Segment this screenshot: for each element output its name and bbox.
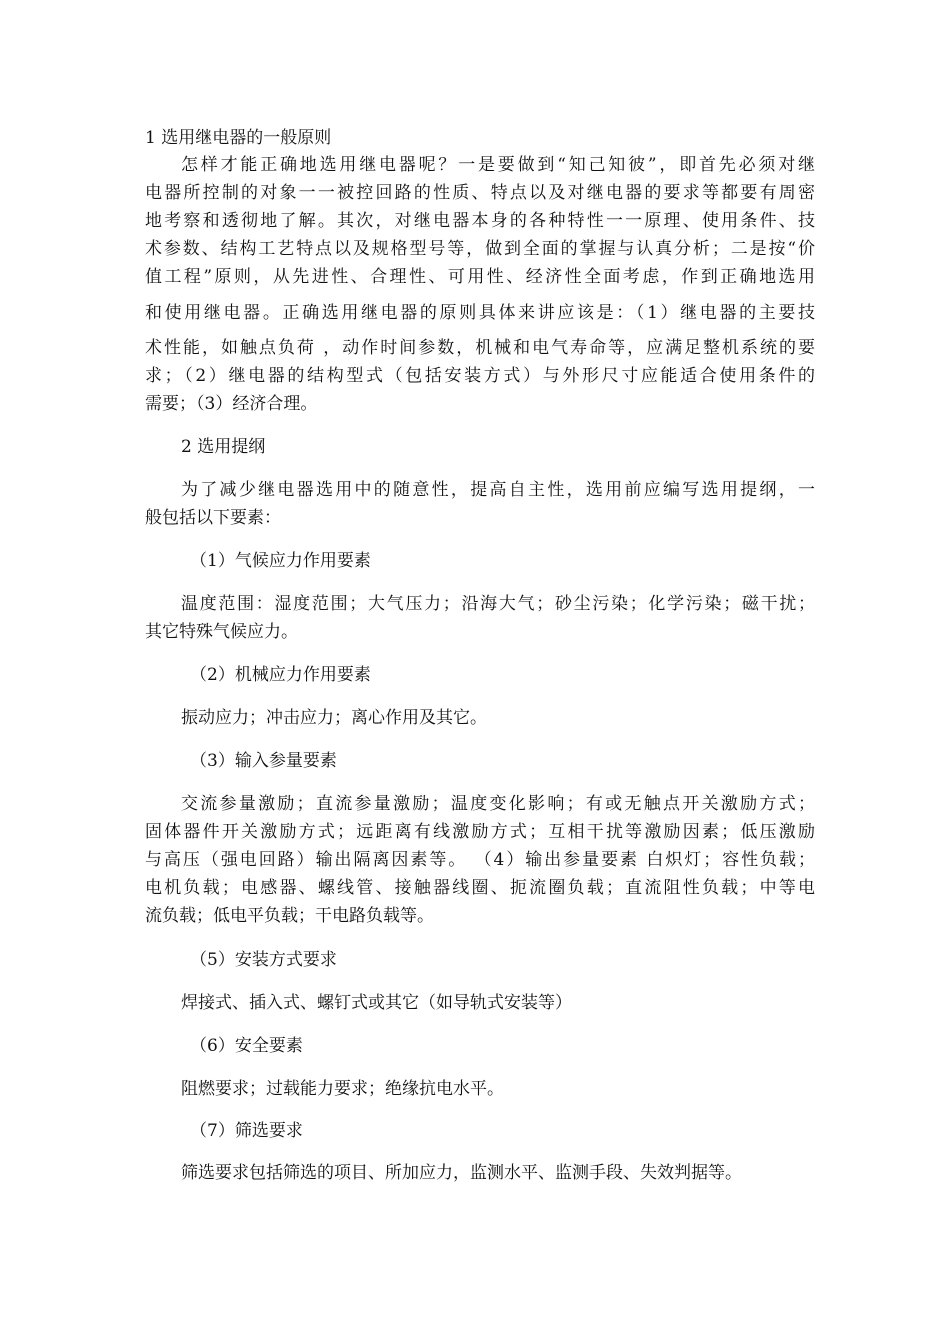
item-1-body-line: 其它特殊气候应力。 (145, 622, 298, 642)
item-3-body-line: 与高压（强电回路）输出隔离因素等。 （4）输出参量要素 白炽灯；容性负载； (145, 850, 815, 870)
item-3-body-line: 流负载；低电平负载；干电路负载等。 (145, 906, 434, 926)
section-1-para-line: 术性能，如触点负荷 ，动作时间参数，机械和电气寿命等，应满足整机系统的要 (145, 338, 815, 358)
section-1-para-line: 怎样才能正确地选用继电器呢？一是要做到“知己知彼”，即首先必须对继 (181, 155, 815, 175)
section-2-intro-line: 为了减少继电器选用中的随意性，提高自主性，选用前应编写选用提纲，一 (181, 480, 815, 500)
item-2-title: （2）机械应力作用要素 (190, 665, 371, 685)
item-7-body-line: 筛选要求包括筛选的项目、所加应力，监测水平、监测手段、失效判据等。 (181, 1163, 742, 1183)
item-2-body-line: 振动应力；冲击应力；离心作用及其它。 (181, 708, 487, 728)
section-1-para-line: 地考察和透彻地了解。其次，对继电器本身的各种特性一一原理、使用条件、技 (145, 211, 815, 231)
item-5-body-line: 焊接式、插入式、螺钉式或其它（如导轨式安装等） (181, 993, 572, 1013)
section-1-para-line: 求；（2）继电器的结构型式（包括安装方式）与外形尺寸应能适合使用条件的 (145, 366, 815, 386)
item-1-body-line: 温度范围：湿度范围；大气压力；沿海大气；砂尘污染；化学污染；磁干扰； (181, 594, 815, 614)
section-1-para-line: 术参数、结构工艺特点以及规格型号等，做到全面的掌握与认真分析；二是按“价 (145, 239, 815, 259)
item-3-title: （3）输入参量要素 (190, 751, 337, 771)
item-3-body-line: 电机负载；电感器、螺线管、接触器线圈、扼流圈负载；直流阻性负载；中等电 (145, 878, 815, 898)
item-5-title: （5）安装方式要求 (190, 950, 337, 970)
item-1-title: （1）气候应力作用要素 (190, 551, 371, 571)
section-1-heading: 1 选用继电器的一般原则 (145, 128, 332, 148)
section-1-para-line: 值工程”原则，从先进性、合理性、可用性、经济性全面考虑，作到正确地选用 (145, 267, 815, 287)
section-2-heading: 2 选用提纲 (181, 437, 266, 457)
section-2-intro-line: 般包括以下要素： (145, 508, 281, 528)
item-6-body-line: 阻燃要求；过载能力要求；绝缘抗电水平。 (181, 1079, 504, 1099)
item-6-title: （6）安全要素 (190, 1036, 303, 1056)
section-1-para-line: 需要；（3）经济合理。 (145, 394, 318, 414)
item-3-body-line: 固体器件开关激励方式；远距离有线激励方式；互相干扰等激励因素；低压激励 (145, 822, 815, 842)
item-3-body-line: 交流参量激励；直流参量激励；温度变化影响；有或无触点开关激励方式； (181, 794, 815, 814)
item-7-title: （7）筛选要求 (190, 1121, 303, 1141)
section-1-para-line: 和使用继电器。正确选用继电器的原则具体来讲应该是：（1）继电器的主要技 (145, 303, 815, 323)
section-1-para-line: 电器所控制的对象一一被控回路的性质、特点以及对继电器的要求等都要有周密 (145, 183, 815, 203)
